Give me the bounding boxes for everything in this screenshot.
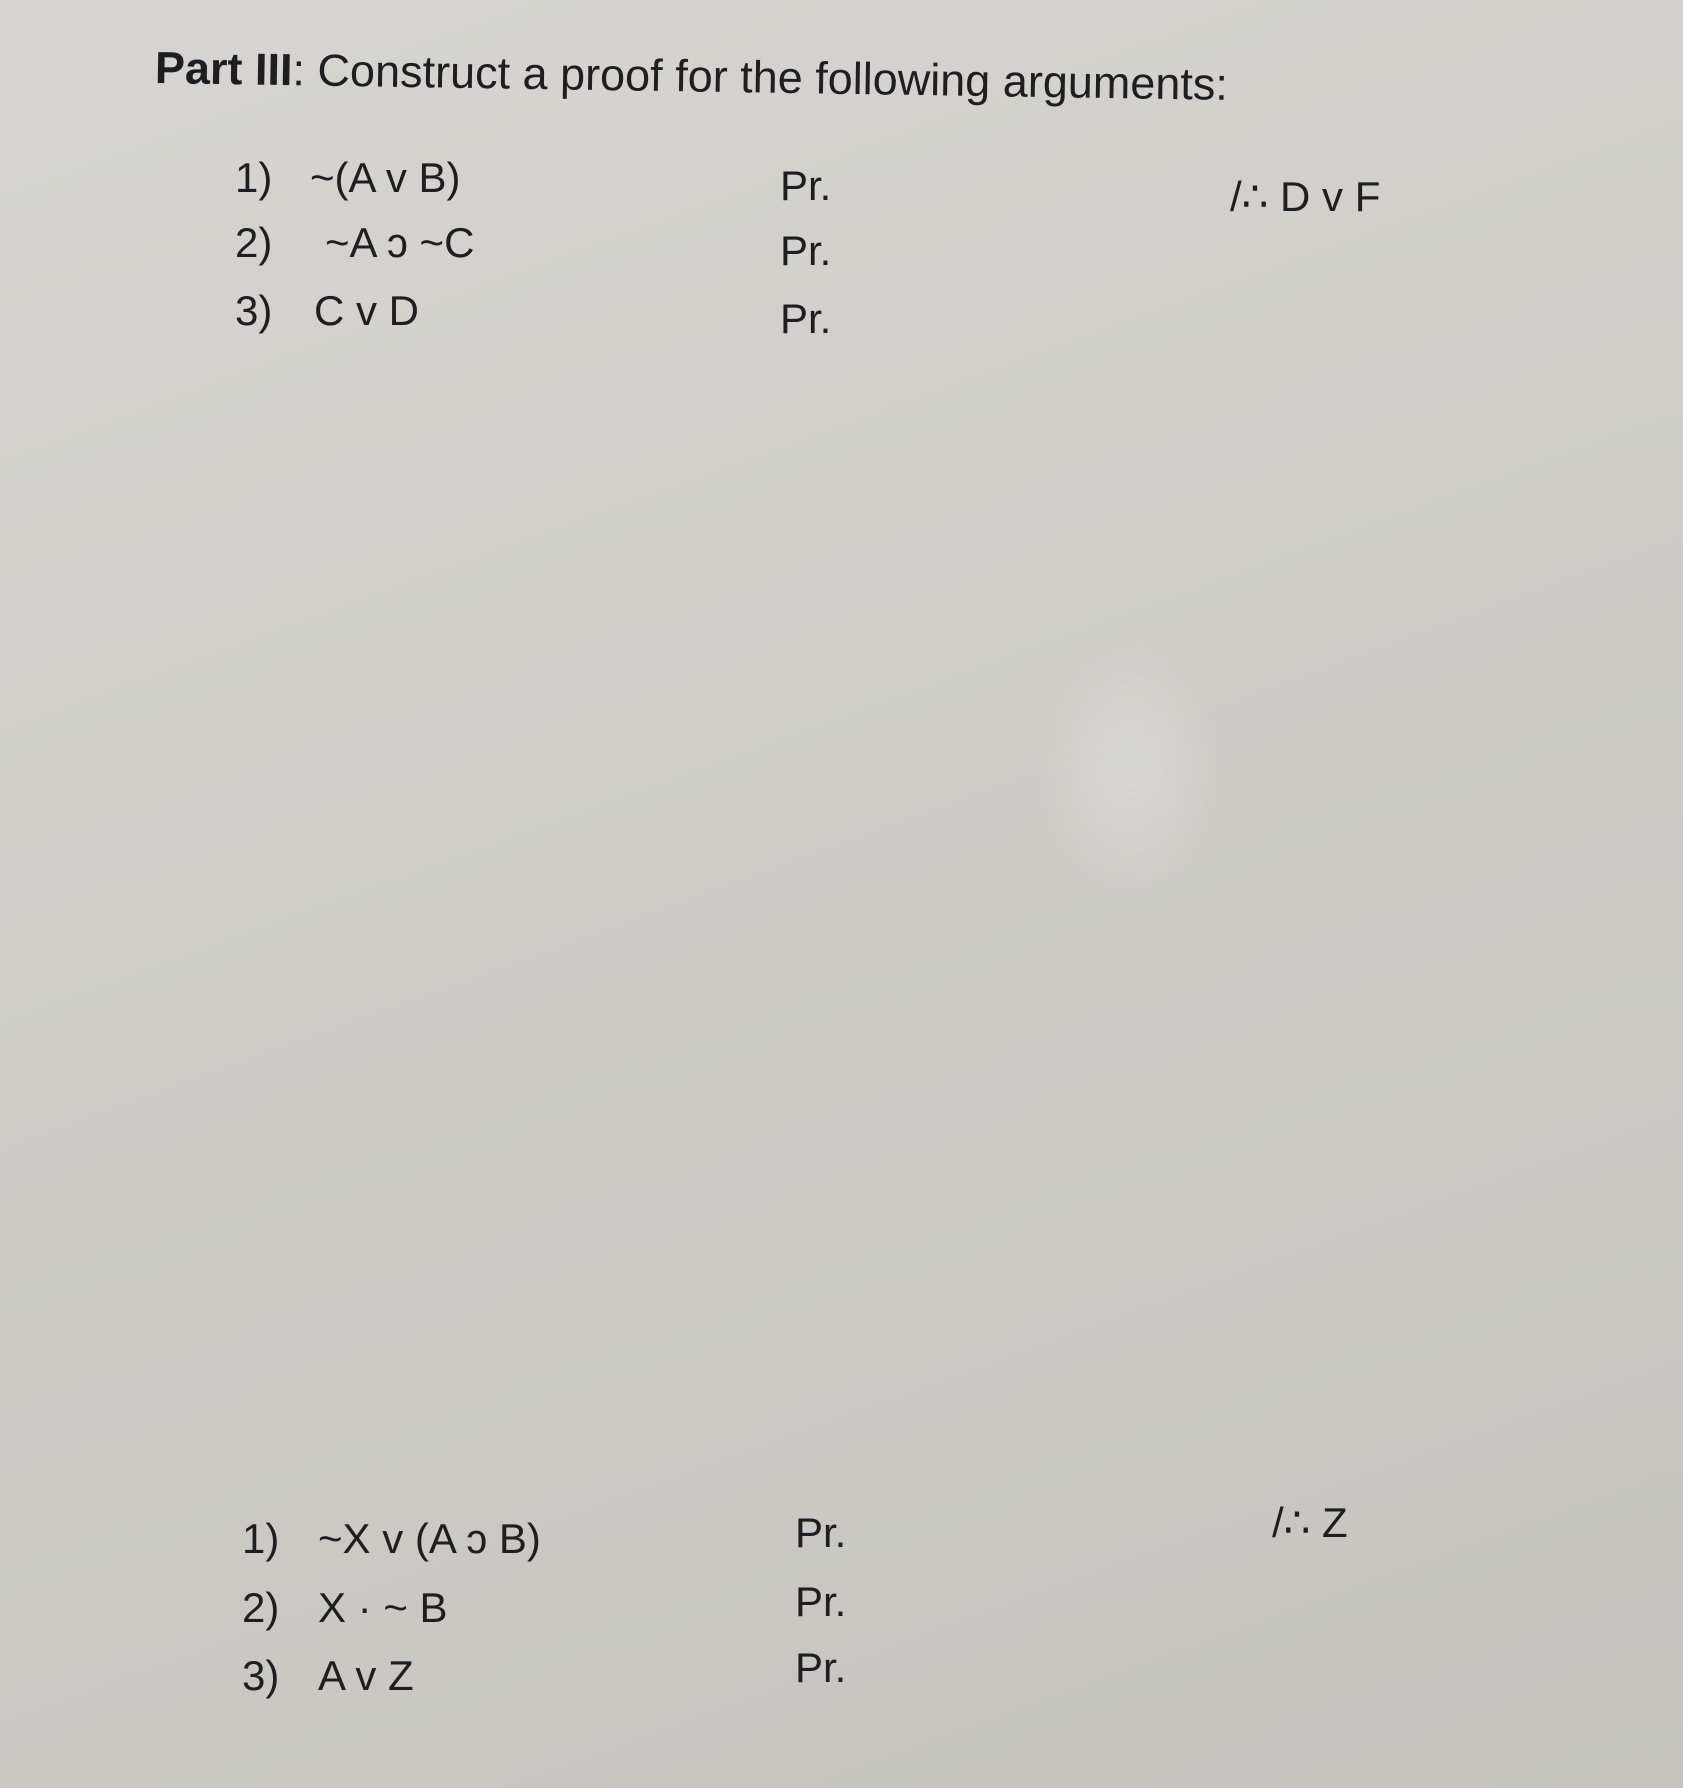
conclusion: /∴ Z: [1272, 1499, 1348, 1546]
premise-formula: X · ~ B: [318, 1584, 448, 1631]
premise-number: 2): [235, 219, 273, 266]
premise-justification: Pr.: [795, 1644, 847, 1691]
premise-number: 2): [242, 1584, 280, 1631]
premise-number: 1): [242, 1515, 280, 1562]
premise-justification: Pr.: [780, 227, 832, 274]
premise-formula: ~X v (A ɔ B): [318, 1515, 541, 1562]
premise-formula: C v D: [314, 287, 419, 334]
conclusion: /∴ D v F: [1230, 173, 1381, 220]
premise-formula: A v Z: [318, 1652, 414, 1699]
part-title: [155, 42, 1229, 111]
premise-number: 3): [242, 1652, 280, 1699]
premise-number: 3): [235, 287, 273, 334]
paper-shading: [1040, 640, 1220, 900]
premise-number: 1): [235, 154, 273, 201]
premise-justification: Pr.: [795, 1509, 847, 1556]
premise-formula: ~(A v B): [310, 154, 461, 201]
premise-justification: Pr.: [780, 295, 832, 342]
premise-formula: ~A ɔ ~C: [325, 219, 475, 266]
part-instruction: : Construct a proof for the following arguments:: [292, 44, 1229, 110]
part-label: Part III: [154, 42, 293, 96]
premise-justification: Pr.: [795, 1578, 847, 1625]
premise-justification: Pr.: [780, 162, 832, 209]
